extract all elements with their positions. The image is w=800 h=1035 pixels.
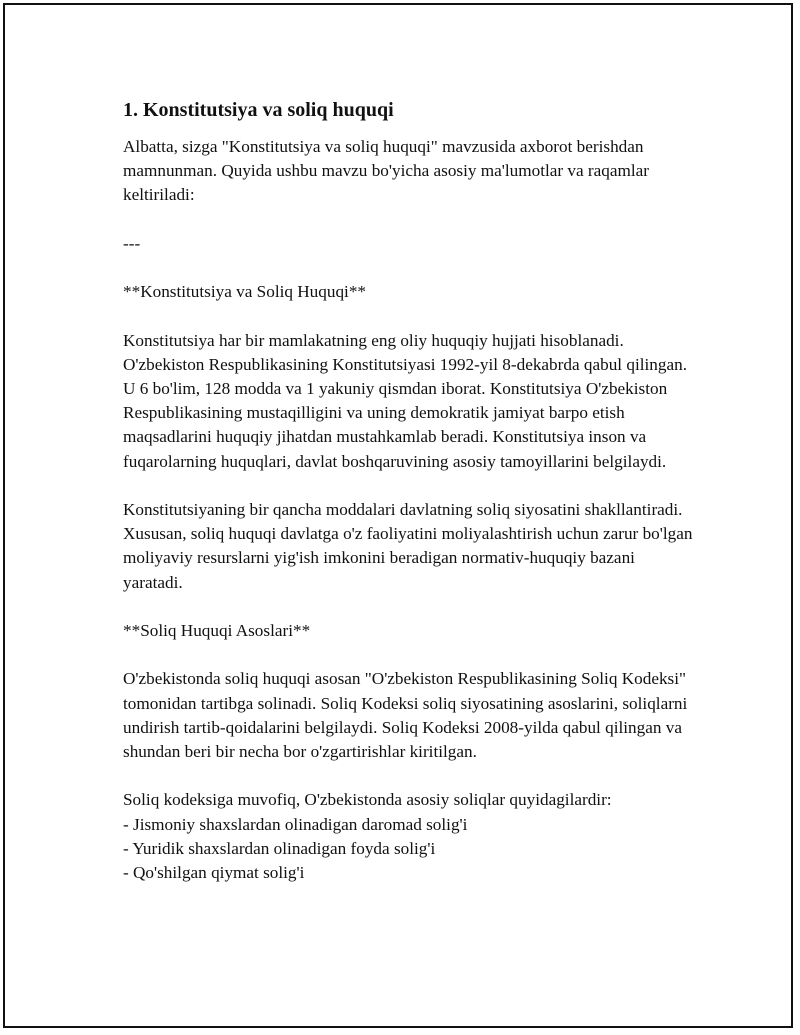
separator-line: --- (123, 233, 141, 253)
section1-paragraph-1: Konstitutsiya har bir mamlakatning eng oliy huquqiy hujjati hisoblanadi. O'zbekiston Respublikasining Konstitutsiyasi 1992-yil 8-dekabrda qabul qilingan. U 6 bo'lim, 128 modda va 1 yakuniy qismdan iborat. Konstitutsiya O'zbekiston Respublikasining mustaqilligini va uning demokratik jamiyat barpo etish maqsadlarini huquqiy jihatdan mustahkamlab beradi. Konstitutsiya inson va fuqarolarning huquqlari, davlat boshqaruvining asosiy tamoyillarini belgilaydi. (123, 330, 688, 471)
intro-paragraph: Albatta, sizga "Konstitutsiya va soliq huquqi" mavzusida axborot berishdan mamnunman. Quyida ushbu mavzu bo'yicha asosiy ma'lumotlar va raqamlar keltiriladi: (123, 137, 649, 205)
paragraph-gap (123, 595, 693, 619)
section1-title: **Konstitutsiya va Soliq Huquqi** (123, 282, 367, 302)
paragraph-gap (123, 764, 693, 788)
paragraph-gap (123, 304, 693, 328)
paragraph-gap (123, 474, 693, 498)
paragraph-gap (123, 208, 693, 232)
section2-title: **Soliq Huquqi Asoslari** (123, 620, 311, 640)
document-heading: 1. Konstitutsiya va soliq huquqi (123, 99, 394, 121)
tax-list-item: - Jismoniy shaxslardan olinadigan daromad solig'i (123, 814, 468, 834)
tax-list-intro: Soliq kodeksiga muvofiq, O'zbekistonda asosiy soliqlar quyidagilardir: (123, 790, 612, 810)
paragraph-gap (123, 643, 693, 667)
section1-paragraph-2: Konstitutsiyaning bir qancha moddalari davlatning soliq siyosatini shakllantiradi. Xususan, soliq huquqi davlatga o'z faoliyatini moliyalashtirish uchun zarur bo'lgan moliyaviy resurslarni yig'ish imkonini beradigan normativ-huquqiy bazani yaratadi. (123, 499, 693, 592)
section2-paragraph-1: O'zbekistonda soliq huquqi asosan "O'zbekiston Respublikasining Soliq Kodeksi" tomonidan tartibga solinadi. Soliq Kodeksi soliq siyosatining asoslarini, soliqlarni undirish tartib-qoidalarini belgilaydi. Soliq Kodeksi 2008-yilda qabul qilingan va shundan beri bir necha bor o'zgartirishlar kiritilgan. (123, 669, 688, 761)
page-frame (3, 3, 793, 1028)
tax-list-item: - Qo'shilgan qiymat solig'i (123, 862, 305, 882)
tax-list-item: - Yuridik shaxslardan olinadigan foyda solig'i (123, 838, 436, 858)
paragraph-gap (123, 256, 693, 280)
document-body (123, 97, 693, 885)
